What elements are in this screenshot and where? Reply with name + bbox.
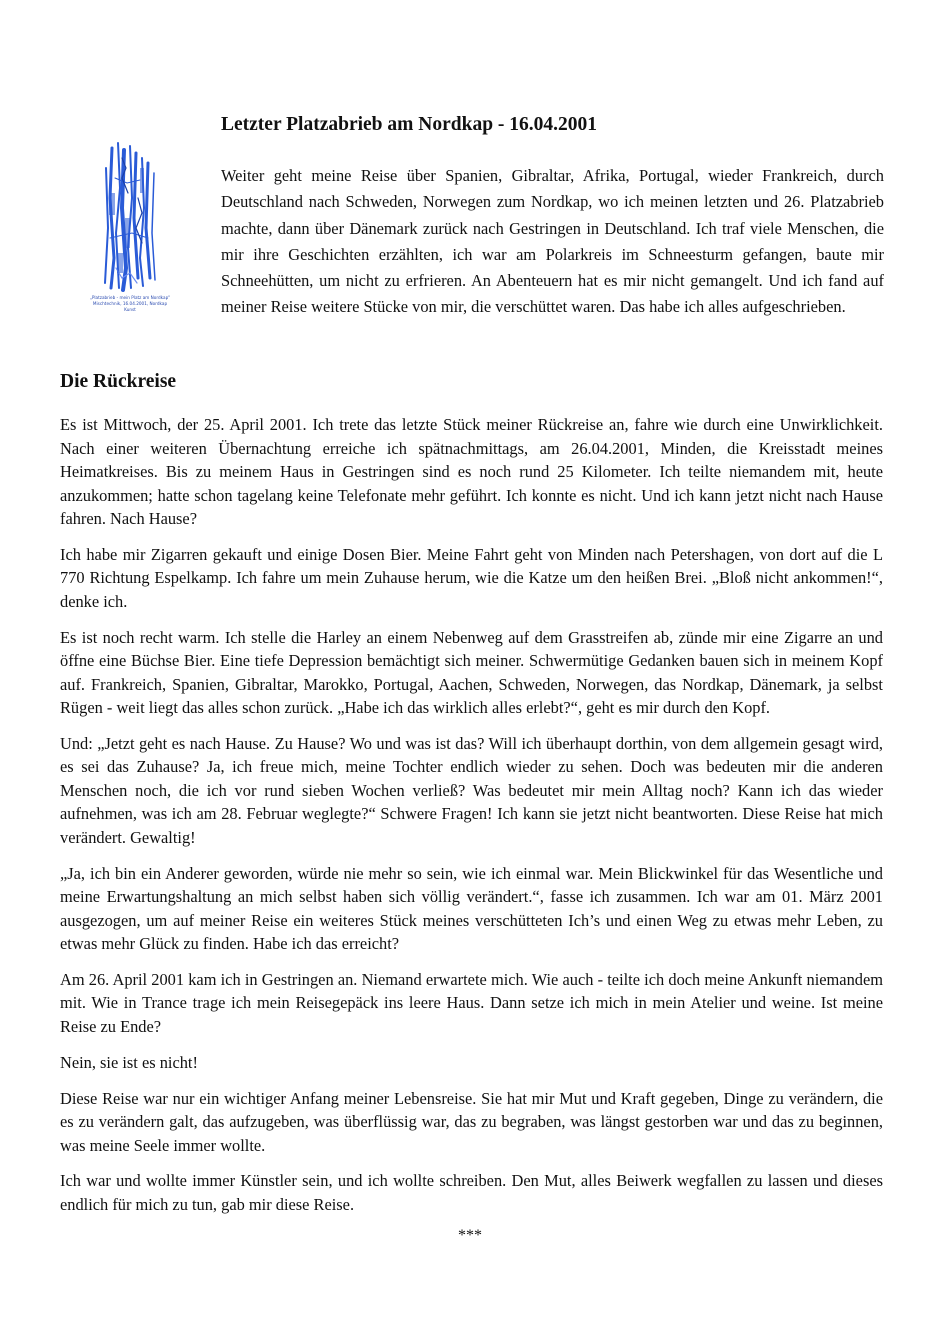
paragraph: Es ist Mittwoch, der 25. April 2001. Ich trete das letzte Stück meiner Rückreise an, fahre wie durch eine Unwirklichkeit. Nach einer weiteren Übernachtung erreiche ich spätnachmittags, am 26.04.2001, Minden, die Kreisstadt meines Heimatkreises. Bis zu meinem Haus in Gestringen sind es noch rund 25 Kilometer. Ich teilte niemandem mit, heute anzukommen; hatte schon tagelang keine Telefonate mehr geführt. Ich konnte es nicht. Und ich kann jetzt nicht nach Hause fahren. Nach Hause? <box>60 415 883 528</box>
section-title-rueckreise: Die Rückreise <box>60 371 177 392</box>
paragraph: Nein, sie ist es nicht! <box>60 1052 198 1072</box>
artwork-caption-line-1: „Platzabrieb - mein Platz am Nordkap" <box>89 295 171 300</box>
paragraph: Ich war und wollte immer Künstler sein, und ich wollte schreiben. Den Mut, alles Beiwerk wegfallen zu lassen und dieses endlich für mich zu tun, gab mir diese Reise. <box>60 1171 883 1214</box>
intro-paragraph: Weiter geht meine Reise über Spanien, Gibraltar, Afrika, Portugal, wieder Frankreich, durch Deutschland nach Schweden, Norwegen zum Nordkap, wo ich meinen letzten und 26. Platzabrieb machte, dann über Dänemark zurück nach Gestringen in Deutschland. Ich traf viele Menschen, die mir ihre Geschichten erzählten, ich war am Polarkreis im Schneesturm gefangen, baute mir Schneehütten, um nicht zu erfrieren. An Abenteuern hat es mir nicht gemangelt. Und ich fand auf meiner Reise weitere Stücke von mir, die verschüttet waren. Das habe ich alles aufgeschrieben. <box>221 166 884 317</box>
paragraph: Ich habe mir Zigarren gekauft und einige Dosen Bier. Meine Fahrt geht von Minden nach Petershagen, von dort auf die L 770 Richtung Espelkamp. Ich fahre um mein Zuhause herum, wie die Katze um den heißen Brei. „Bloß nicht ankommen!“, denke ich. <box>60 544 883 611</box>
artwork-caption-line-2: Mischtechnik, 16.04.2001, Nordkap <box>92 301 168 306</box>
end-marker: *** <box>458 1227 482 1244</box>
section-title-nordkap: Letzter Platzabrieb am Nordkap - 16.04.2001 <box>221 114 598 135</box>
paragraph: Es ist noch recht warm. Ich stelle die Harley an einem Nebenweg auf dem Grasstreifen ab, zünde mir eine Zigarre an und öffne eine Büchse Bier. Eine tiefe Depression bemächtigt sich meiner. Schwermütige Gedanken bauen sich in meinem Kopf auf. Frankreich, Spanien, Gibraltar, Marokko, Portugal, Aachen, Schweden, Norwegen, das Nordkap, Dänemark, ja selbst Rügen - weit liegt das alles schon zurück. „Habe ich das wirklich alles erlebt?“, geht es mir durch den Kopf. <box>60 627 883 718</box>
artwork-caption-line-3: Kunst <box>124 307 136 312</box>
paragraph: Am 26. April 2001 kam ich in Gestringen an. Niemand erwartete mich. Wie auch - teilte ich doch meine Ankunft niemandem mit. Wie in Trance trage ich mein Reisegepäck ins leere Haus. Dann setze ich mich in mein Atelier und weine. Ist meine Reise zu Ende? <box>60 969 883 1036</box>
paragraph: Diese Reise war nur ein wichtiger Anfang meiner Lebensreise. Sie hat mir Mut und Kraft gegeben, Dinge zu verändern, die es zu verändern galt, das aufzugeben, was überflüssig war, das zu begraben, was längst gestorben war und das zu beginnen, was meine Seele immer wollte. <box>60 1088 883 1155</box>
rueckreise-body <box>60 413 883 1229</box>
paragraph: „Ja, ich bin ein Anderer geworden, würde nie mehr so sein, wie ich einmal war. Mein Blickwinkel für das Wesentliche und meine Erwartungshaltung an mich selbst haben sich völlig verändert.“, fasse ich zusammen. Ich war am 01. März 2001 ausgezogen, um auf meiner Reise ein weiteres Stück meines verschütteten Ich’s und einen Weg zu etwas mehr Leben, zu etwas mehr Glück zu finden. Habe ich das erreicht? <box>60 863 883 954</box>
paragraph: Und: „Jetzt geht es nach Hause. Zu Hause? Wo und was ist das? Will ich überhaupt dorthin, von dem allgemein gesagt wird, es sei das Zuhause? Ja, ich freue mich, meine Tochter endlich wieder zu sehen. Doch was bedeuten mir die anderen Menschen noch, die ich vor rund sieben Wochen verließ? Was bedeutet mir mein Alltag noch? Kann ich das wieder aufnehmen, was ich am 28. Februar weglegte?“ Schwere Fragen! Ich kann sie jetzt nicht beantworten. Diese Reise hat mich verändert. Gewaltig! <box>60 733 883 847</box>
blue-abstract-painting-icon <box>82 138 178 318</box>
